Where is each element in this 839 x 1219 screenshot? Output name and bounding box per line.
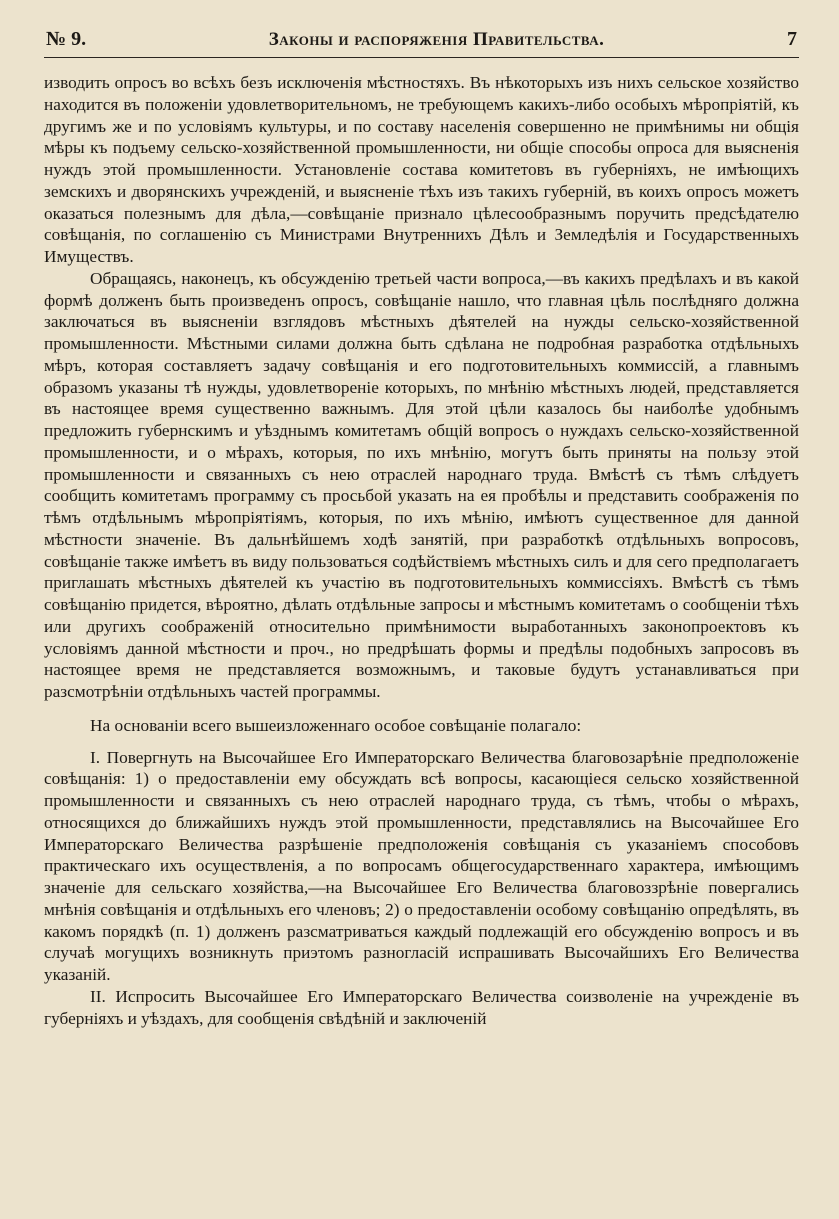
header-rule	[44, 57, 799, 58]
issue-number: № 9.	[46, 28, 87, 50]
paragraph: изводить опросъ во всѣхъ безъ исключенія мѣстностяхъ. Въ нѣкоторыхъ изъ нихъ сельское хозяйство находится въ положеніи удовлетворительномъ, не требующемъ какихъ-либо особыхъ мѣропріятій, къ другимъ же и по условіямъ культуры, и по составу населенія совершенно не примѣнимы ни общія мѣры къ подъему сельско-хозяйственной промышленности, ни общіе способы опроса для выясненія нуждъ этой промышленности. Установленіе состава комитетовъ въ губерніяхъ, не имѣющихъ земскихъ и дворянскихъ учрежденій, и выясненіе тѣхъ изъ такихъ губерній, въ коихъ опросъ можетъ оказаться полезнымъ для дѣла,—совѣщаніе признало цѣлесообразнымъ поручить предсѣдателю совѣщанія, по соглашенію съ Министрами Внутреннихъ Дѣлъ и Земледѣлія и Государственныхъ Имуществъ.	[44, 73, 799, 266]
page-number: 7	[787, 28, 797, 50]
paragraph: На основаніи всего вышеизложеннаго особое совѣщаніе полагало:	[90, 715, 582, 735]
paragraph: I. Повергнуть на Высочайшее Его Императорскаго Величества благовозарѣніе предположеніе совѣщанія: 1) о предоставленіи ему обсуждать всѣ вопросы, касающіеся сельско хозяйственной промышленности и связанныхъ съ нею отраслей народнаго труда, съ тѣмъ, чтобы о мѣрахъ, относящихся до ближайшихъ нуждъ этой промышленности, представлялись на Высочайшее Его Императорскаго Величества разрѣшеніе предположенія совѣщанія съ указаніемъ способовъ практическаго ихъ осуществленія, а по вопросамъ общегосударственнаго характера, имѣющимъ значеніе для сельскаго хозяйства,—на Высочайшее Его Величества благовоззрѣніе повергались мнѣнія совѣщанія и отдѣльныхъ его членовъ; 2) о предоставленіи особому совѣщанію опредѣлять, въ какомъ порядкѣ (п. 1) долженъ разсматриваться каждый подлежащій его обсужденію вопросъ и въ случаѣ могущихъ возникнуть приэтомъ разногласій испрашивать Высочайшихъ Его Величества указаній.	[44, 747, 799, 984]
running-header	[44, 28, 799, 57]
document-body	[44, 72, 799, 1029]
running-title: Законы и распоряженія Правительства.	[268, 29, 605, 50]
paragraph: Обращаясь, наконецъ, къ обсужденію третьей части вопроса,—въ какихъ предѣлахъ и въ какой формѣ долженъ быть произведенъ опросъ, совѣщаніе нашло, что главная цѣль послѣдняго должна заключаться въ выясненіи взглядовъ мѣстныхъ дѣятелей на нужды сельско-хозяйственной промышленности. Мѣстными силами должна быть сдѣлана не подробная разработка отдѣльныхъ мѣръ, которая составляетъ задачу совѣщанія и его подготовительныхъ коммиссій, а главнымъ образомъ указаны тѣ нужды, удовлетвореніе которыхъ, по мнѣнію мѣстныхъ людей, представляется въ настоящее время существенно важнымъ. Для этой цѣли казалось бы наиболѣе удобнымъ предложить губернскимъ и уѣзднымъ комитетамъ общій вопросъ о нуждахъ сельско-хозяйственной промышленности, и о мѣрахъ, которыя, по ихъ мнѣнію, могутъ быть приняты на пользу этой промышленности и связанныхъ съ нею отраслей народнаго труда. Вмѣстѣ съ тѣмъ слѣдуетъ сообщить комитетамъ программу съ просьбой указать на ея пробѣлы и представить соображенія по тѣмъ отдѣльнымъ мѣропріятіямъ, которыя, по ихъ мѣнію, имѣютъ существенное для данной мѣстности значеніе. Въ дальнѣйшемъ ходѣ занятій, при разработкѣ отдѣльныхъ вопросовъ, совѣщаніе также имѣетъ въ виду пользоваться содѣйствіемъ мѣстныхъ силъ и для сего предполагаетъ приглашать мѣстныхъ дѣятелей къ участію въ подготовительныхъ коммиссіяхъ. Вмѣстѣ съ тѣмъ совѣщанію придется, вѣроятно, дѣлать отдѣльные запросы и мѣстнымъ комитетамъ о сообщеніи тѣхъ или другихъ соображеній относительно примѣнимости выработанныхъ законопроектовъ къ условіямъ данной мѣстности и проч., но предрѣшать формы и предѣлы подобныхъ запросовъ въ настоящее время не представляется возможнымъ, и таковые будутъ устанавливаться при разсмотрѣніи отдѣльныхъ частей программы.	[44, 268, 799, 701]
paragraph: II. Испросить Высочайшее Его Императорскаго Величества соизволеніе на учрежденіе въ губерніяхъ и уѣздахъ, для сообщенія свѣдѣній и заключеній	[44, 986, 799, 1028]
